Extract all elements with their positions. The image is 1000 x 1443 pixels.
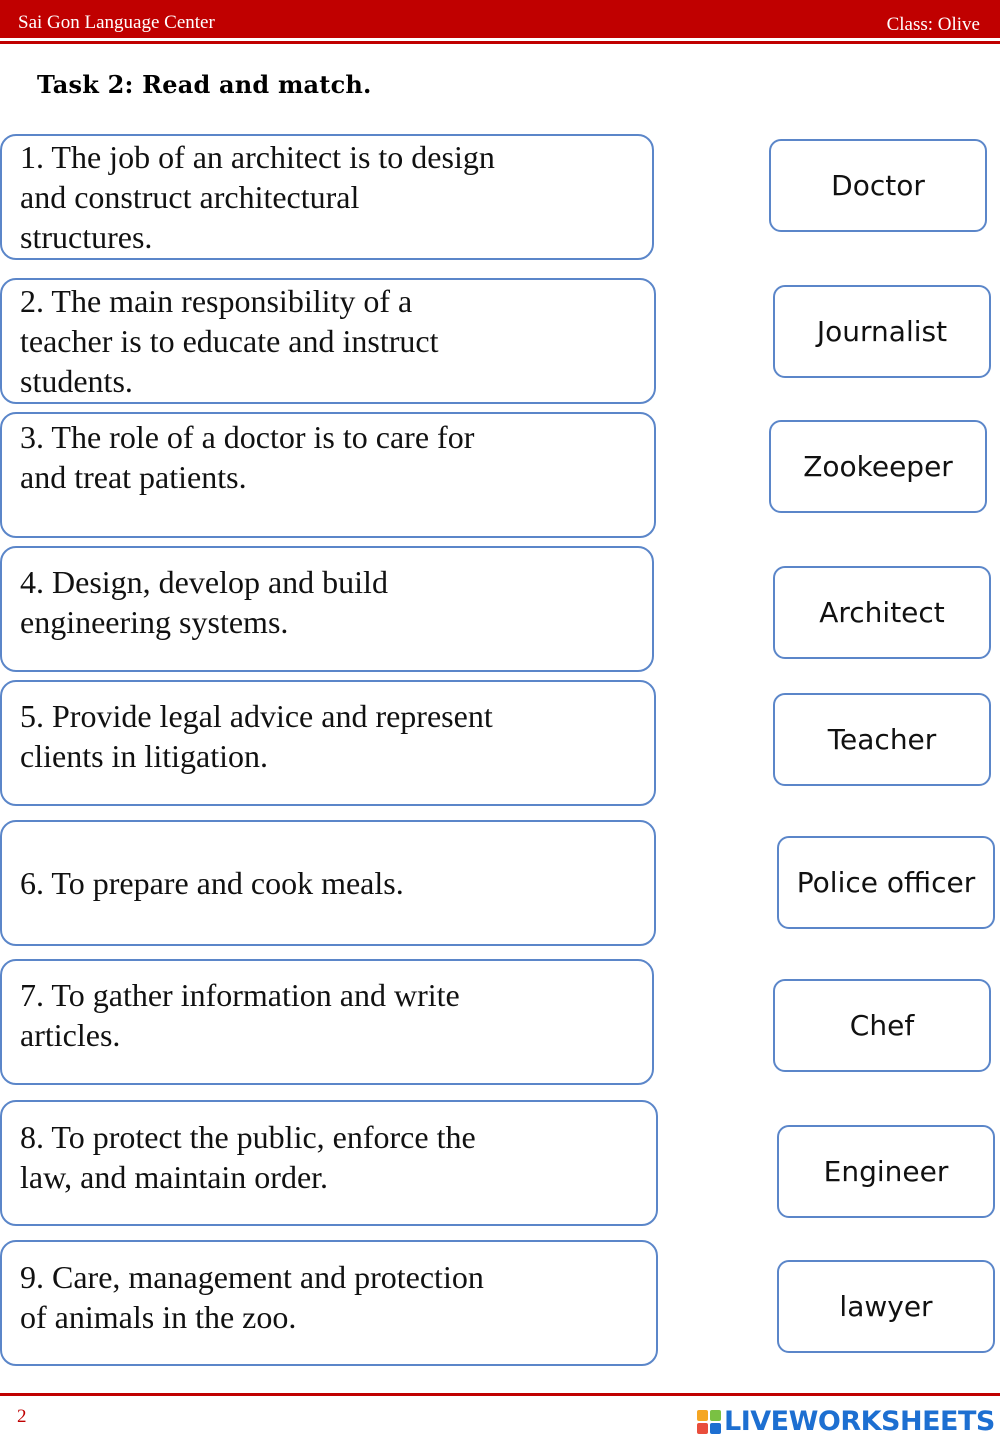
prompt-text-6 — [20, 863, 404, 903]
header-divider — [0, 41, 1000, 44]
prompt-line: and treat patients. — [20, 458, 247, 495]
prompt-line: articles. — [20, 1017, 121, 1053]
prompt-line: 3. The role of a doctor is to care for — [20, 418, 475, 455]
prompt-text-1 — [20, 137, 495, 257]
liveworksheets-logo-icon — [697, 1410, 721, 1434]
prompt-text-5 — [20, 696, 493, 776]
prompt-text-7 — [20, 975, 460, 1055]
prompt-line: engineering systems. — [20, 604, 289, 640]
prompt-box-1 — [0, 134, 654, 260]
prompt-box-2 — [0, 278, 656, 404]
prompt-text-3 — [20, 417, 474, 497]
answer-police-officer[interactable]: Police officer — [777, 836, 995, 929]
answer-teacher[interactable]: Teacher — [773, 693, 991, 786]
footer-divider — [0, 1393, 1000, 1396]
answer-architect[interactable]: Architect — [773, 566, 991, 659]
page-number: 2 — [17, 1406, 27, 1427]
prompt-line: 7. To gather information and write — [20, 977, 460, 1013]
prompt-text-8 — [20, 1117, 476, 1197]
answer-engineer[interactable]: Engineer — [777, 1125, 995, 1218]
prompt-line: 4. Design, develop and build — [20, 564, 388, 600]
liveworksheets-logo — [697, 1406, 995, 1437]
prompt-box-3 — [0, 412, 656, 538]
prompt-line: law, and maintain order. — [20, 1159, 329, 1195]
answer-doctor[interactable]: Doctor — [769, 139, 987, 232]
class-name: Class: Olive — [886, 14, 980, 35]
prompt-line: students. — [20, 363, 133, 399]
prompt-line: structures. — [20, 219, 153, 255]
prompt-box-7 — [0, 959, 654, 1085]
answer-zookeeper[interactable]: Zookeeper — [769, 420, 987, 513]
prompt-line: teacher is to educate and instruct — [20, 323, 439, 359]
prompt-line: 6. To prepare and cook meals. — [20, 865, 404, 901]
answer-journalist[interactable]: Journalist — [773, 285, 991, 378]
prompt-line: and construct architectural — [20, 179, 360, 215]
prompt-box-9 — [0, 1240, 658, 1366]
center-name: Sai Gon Language Center — [18, 12, 215, 33]
task-title: Task 2: Read and match. — [37, 70, 372, 99]
prompt-line: of animals in the zoo. — [20, 1299, 297, 1335]
prompt-box-4 — [0, 546, 654, 672]
prompt-line: 8. To protect the public, enforce the — [20, 1119, 476, 1155]
prompt-text-9 — [20, 1257, 484, 1337]
prompt-line: 9. Care, management and protection — [20, 1259, 484, 1295]
answer-chef[interactable]: Chef — [773, 979, 991, 1072]
prompt-line: 5. Provide legal advice and represent — [20, 698, 493, 734]
prompt-box-5 — [0, 680, 656, 806]
prompt-line: 1. The job of an architect is to design — [20, 139, 495, 175]
prompt-box-6 — [0, 820, 656, 946]
answer-lawyer[interactable]: lawyer — [777, 1260, 995, 1353]
prompt-line: clients in litigation. — [20, 738, 268, 774]
liveworksheets-logo-text: LIVEWORKSHEETS — [724, 1406, 995, 1437]
prompt-text-2 — [20, 281, 438, 401]
prompt-box-8 — [0, 1100, 658, 1226]
prompt-line: 2. The main responsibility of a — [20, 283, 413, 319]
prompt-text-4 — [20, 562, 388, 642]
